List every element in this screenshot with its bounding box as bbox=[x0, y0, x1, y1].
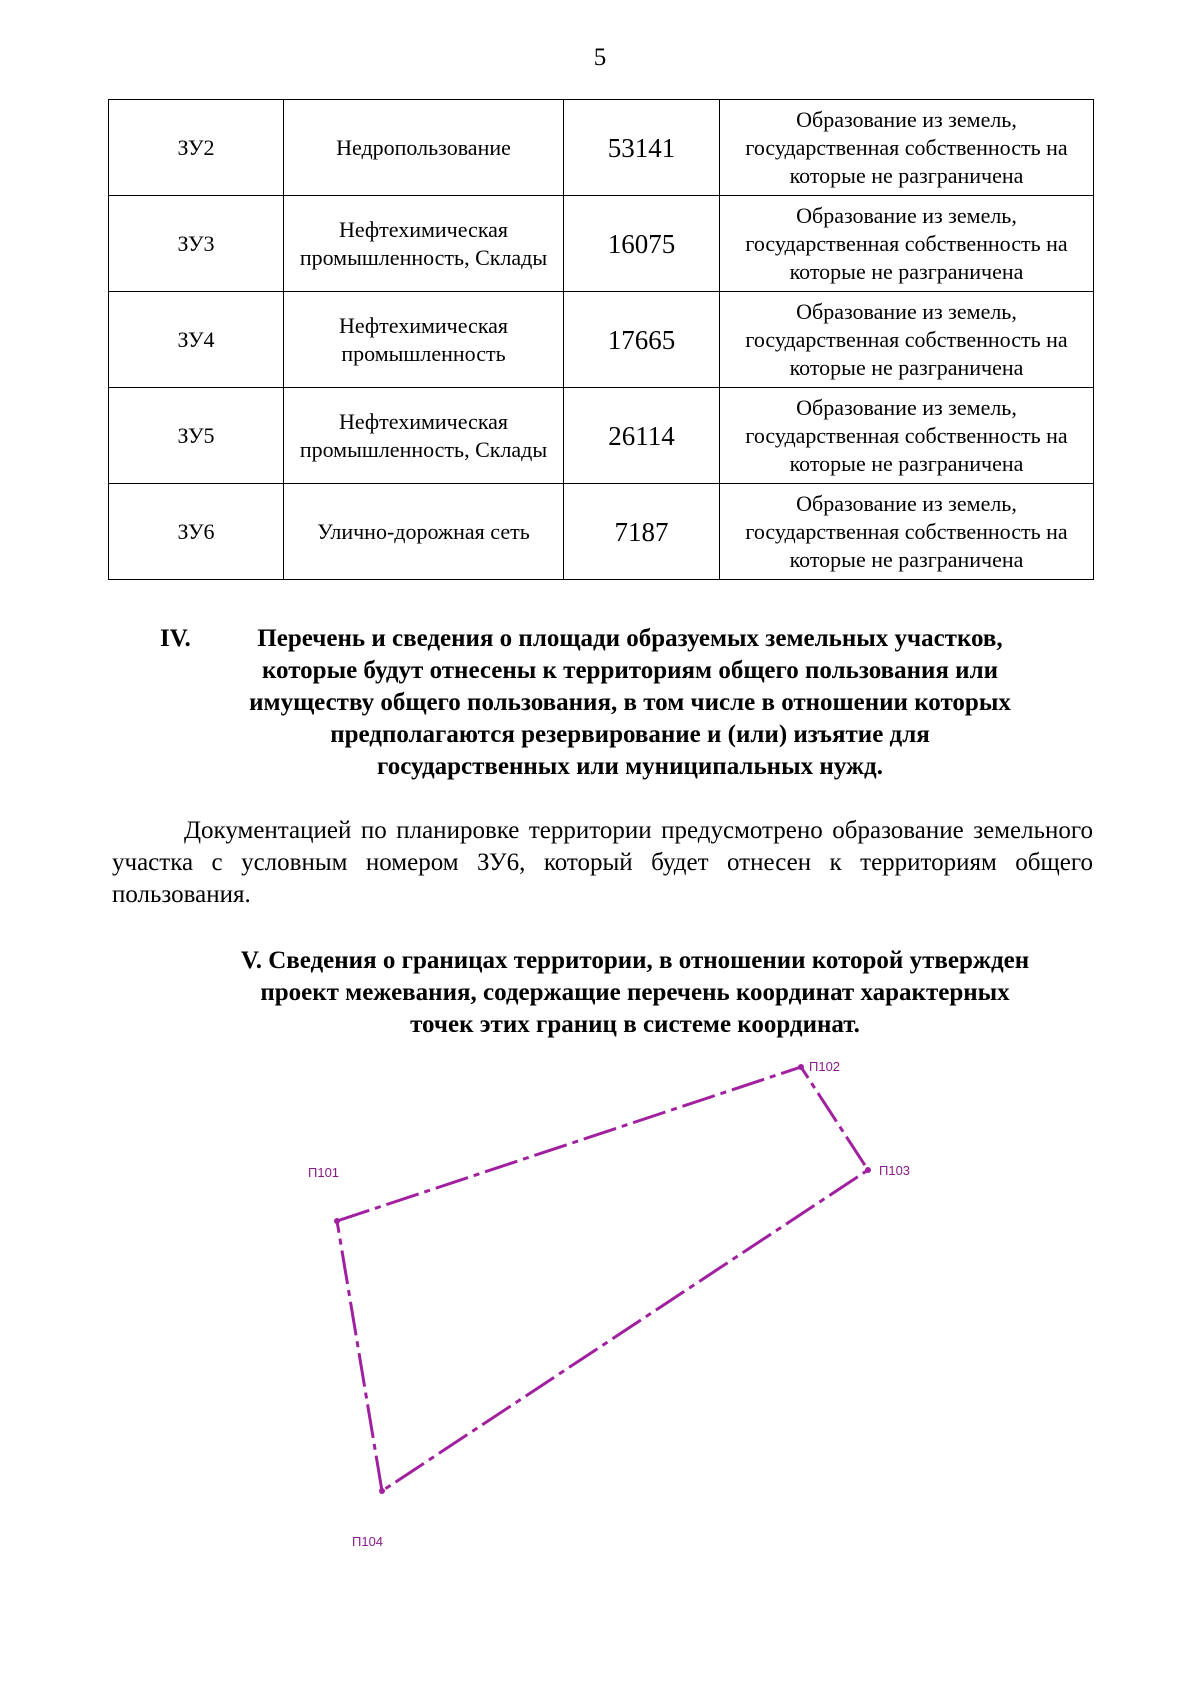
parcel-use: Улично-дорожная сеть bbox=[284, 484, 564, 580]
parcel-method: Образование из земель, государственная собственность на которые не разграничена bbox=[720, 388, 1094, 484]
heading-line: предполагаются резервирование и (или) изъятие для bbox=[330, 721, 930, 748]
page-number: 5 bbox=[593, 44, 607, 71]
parcel-area: 26114 bbox=[564, 388, 720, 484]
vertex-p104 bbox=[379, 1488, 385, 1494]
boundary-plan bbox=[0, 1040, 1200, 1600]
parcel-use: Нефтехимическая промышленность bbox=[284, 292, 564, 388]
parcel-area: 17665 bbox=[564, 292, 720, 388]
boundary-polygon bbox=[337, 1067, 868, 1491]
heading-line: V. Сведения о границах территории, в отношении которой утвержден bbox=[240, 947, 1030, 974]
section-4-number: IV. bbox=[160, 625, 191, 652]
heading-line: имуществу общего пользования, в том числе в отношении которых bbox=[249, 689, 1011, 716]
section-4-paragraph: Документацией по планировке территории предусмотрено образование земельного участка с условным номером ЗУ6, который будет отнесен к территориям общего пользования. bbox=[112, 817, 1093, 908]
table-row bbox=[109, 292, 1094, 388]
heading-line: Перечень и сведения о площади образуемых земельных участков, bbox=[257, 625, 1003, 652]
parcel-area: 53141 bbox=[564, 100, 720, 196]
section-5-heading bbox=[170, 945, 1100, 1041]
heading-line: государственных или муниципальных нужд. bbox=[377, 753, 883, 780]
vertex-p102 bbox=[798, 1064, 804, 1070]
parcel-use: Нефтехимическая промышленность, Склады bbox=[284, 388, 564, 484]
table-row bbox=[109, 388, 1094, 484]
heading-line: точек этих границ в системе координат. bbox=[410, 1011, 860, 1038]
vertex-label-p103: П103 bbox=[879, 1163, 911, 1178]
parcel-area: 7187 bbox=[564, 484, 720, 580]
parcel-id: ЗУ2 bbox=[109, 100, 284, 196]
heading-line: которые будут отнесены к территориям общего пользования или bbox=[261, 657, 999, 684]
parcel-use: Недропользование bbox=[284, 100, 564, 196]
section-4-heading bbox=[160, 623, 1100, 783]
parcel-id: ЗУ3 bbox=[109, 196, 284, 292]
parcel-id: ЗУ5 bbox=[109, 388, 284, 484]
parcel-method: Образование из земель, государственная собственность на которые не разграничена bbox=[720, 196, 1094, 292]
vertex-p101 bbox=[334, 1218, 340, 1224]
parcel-method: Образование из земель, государственная собственность на которые не разграничена bbox=[720, 100, 1094, 196]
vertex-label-p104: П104 bbox=[352, 1534, 384, 1549]
vertex-label-p101: П101 bbox=[308, 1165, 340, 1180]
parcel-id: ЗУ4 bbox=[109, 292, 284, 388]
parcels-table bbox=[108, 99, 1094, 580]
table-row bbox=[109, 484, 1094, 580]
table-row bbox=[109, 100, 1094, 196]
parcel-method: Образование из земель, государственная собственность на которые не разграничена bbox=[720, 292, 1094, 388]
heading-line: проект межевания, содержащие перечень координат характерных bbox=[260, 979, 1010, 1006]
parcel-use: Нефтехимическая промышленность, Склады bbox=[284, 196, 564, 292]
vertex-label-p102: П102 bbox=[809, 1059, 841, 1074]
parcel-method: Образование из земель, государственная собственность на которые не разграничена bbox=[720, 484, 1094, 580]
parcel-area: 16075 bbox=[564, 196, 720, 292]
vertex-p103 bbox=[865, 1167, 871, 1173]
table-row bbox=[109, 196, 1094, 292]
parcel-id: ЗУ6 bbox=[109, 484, 284, 580]
